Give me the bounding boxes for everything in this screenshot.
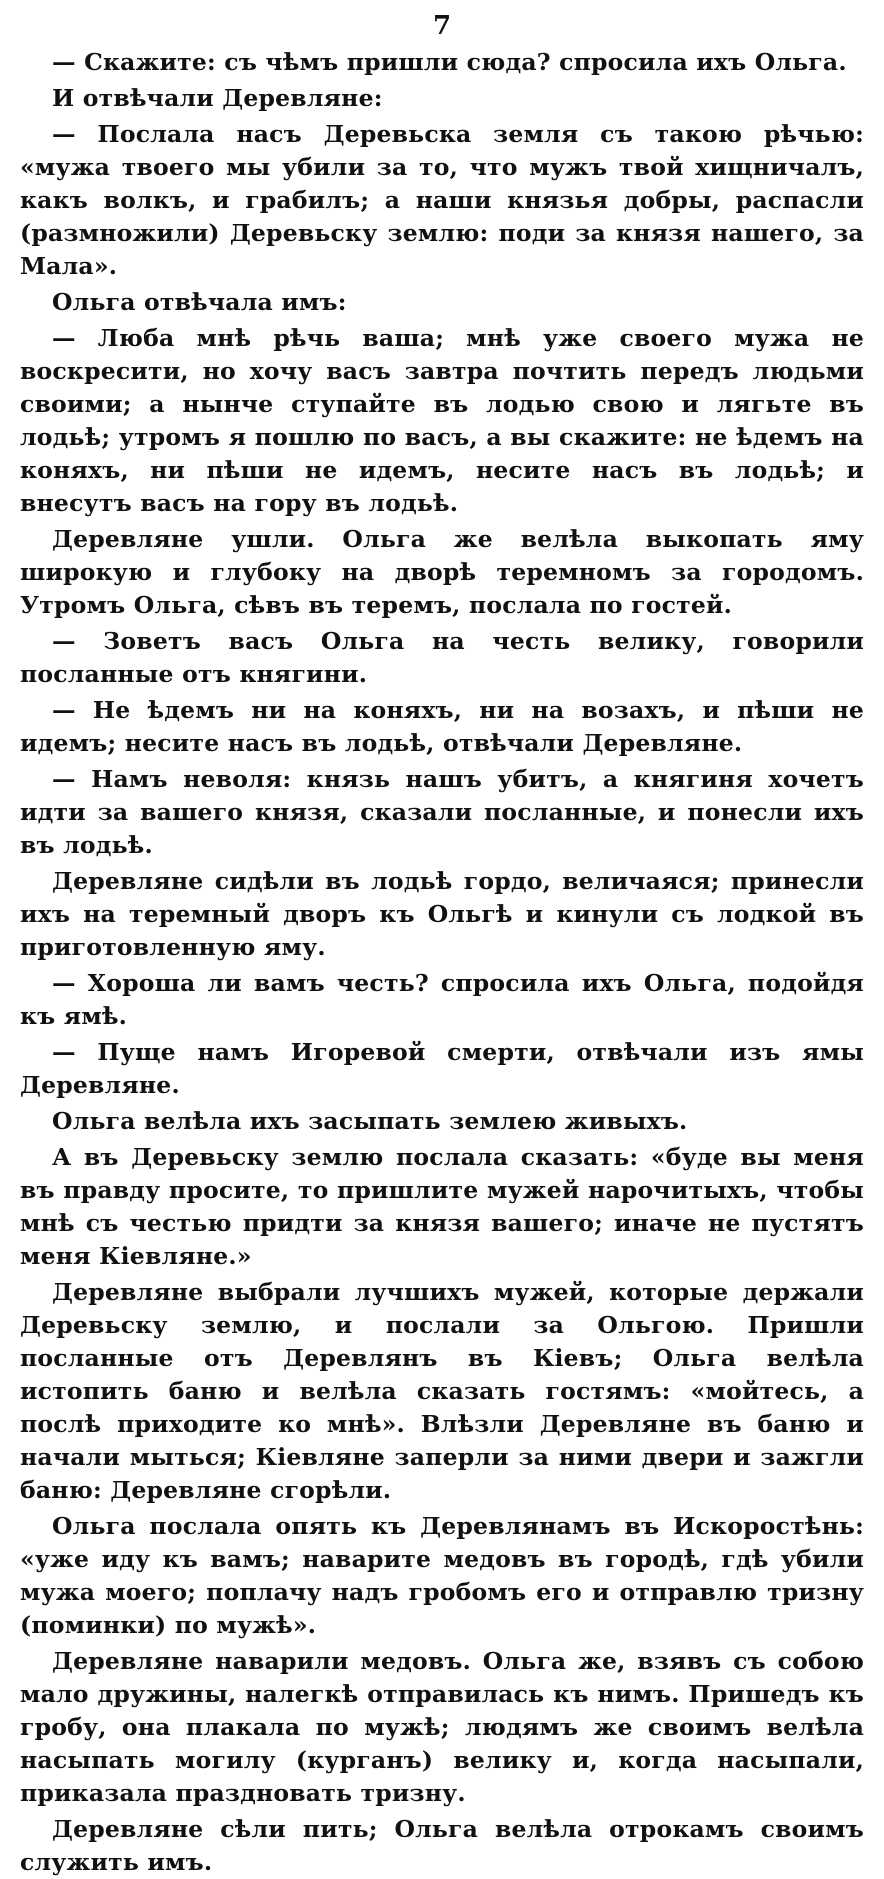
page-text (20, 46, 864, 1879)
paragraph: — Скажите: съ чѣмъ пришли сюда? спросила ихъ Ольга. (52, 48, 847, 76)
paragraph: Ольга отвѣчала имъ: (52, 288, 347, 316)
paragraph: — Зоветъ васъ Ольга на честь велику, говорили посланные отъ княгини. (20, 627, 864, 688)
paragraph: Деревляне сѣли пить; Ольга велѣла отрокамъ своимъ служить имъ. (20, 1815, 864, 1876)
paragraph: — Люба мнѣ рѣчь ваша; мнѣ уже своего мужа не воскресити, но хочу васъ завтра почтить передъ людьми своими; а нынче ступайте въ лодью свою и лягьте въ лодьѣ; утромъ я пошлю по васъ, а вы скажите: не ѣдемъ на коняхъ, ни пѣши не идемъ, несите насъ въ лодьѣ; и внесутъ васъ на гору въ лодьѣ. (20, 324, 864, 517)
paragraph: Ольга велѣла ихъ засыпать землею живыхъ. (52, 1107, 688, 1135)
paragraph: И отвѣчали Деревляне: (52, 84, 383, 112)
paragraph: Деревляне ушли. Ольга же велѣла выкопать яму широкую и глубоку на дворѣ теремномъ за городомъ. Утромъ Ольга, сѣвъ въ теремъ, послала по гостей. (20, 525, 864, 619)
paragraph: — Не ѣдемъ ни на коняхъ, ни на возахъ, и пѣши не идемъ; несите насъ въ лодьѣ, отвѣчали Деревляне. (20, 696, 864, 757)
page-number: 7 (432, 11, 452, 41)
paragraph: — Намъ неволя: князь нашъ убитъ, а княгиня хочетъ идти за вашего князя, сказали посланные, и понесли ихъ въ лодьѣ. (20, 765, 864, 859)
paragraph: — Хороша ли вамъ честь? спросила ихъ Ольга, подойдя къ ямѣ. (20, 969, 864, 1030)
paragraph: Деревляне выбрали лучшихъ мужей, которые держали Деревьску землю, и послали за Ольгою. Пришли посланные отъ Деревлянъ въ Кіевъ; Ольга велѣла истопить баню и велѣла сказать гостямъ: «мойтесь, а послѣ приходите ко мнѣ». Влѣзли Деревляне въ баню и начали мыться; Кіевляне заперли за ними двери и зажгли баню: Деревляне сгорѣли. (20, 1278, 864, 1504)
paragraph: — Послала насъ Деревьска земля съ такою рѣчью: «мужа твоего мы убили за то, что мужъ твой хищничалъ, какъ волкъ, и грабилъ; а наши князья добры, распасли (размножили) Деревьску землю: поди за князя нашего, за Мала». (20, 120, 864, 280)
paragraph: — Пуще намъ Игоревой смерти, отвѣчали изъ ямы Деревляне. (20, 1038, 864, 1099)
paragraph: А въ Деревьску землю послала сказать: «буде вы меня въ правду просите, то пришлите мужей нарочитыхъ, чтобы мнѣ съ честью придти за князя вашего; иначе не пустятъ меня Кіевляне.» (20, 1143, 864, 1270)
paragraph: Деревляне сидѣли въ лодьѣ гордо, величаяся; принесли ихъ на теремный дворъ къ Ольгѣ и кинули съ лодкой въ приготовленную яму. (20, 867, 864, 961)
paragraph: Деревляне наварили медовъ. Ольга же, взявъ съ собою мало дружины, налегкѣ отправилась къ нимъ. Пришедъ къ гробу, она плакала по мужѣ; людямъ же своимъ велѣла насыпать могилу (курганъ) велику и, когда насыпали, приказала праздновать тризну. (20, 1647, 864, 1807)
paragraph: Ольга послала опять къ Деревлянамъ въ Искоростѣнь: «уже иду къ вамъ; наварите медовъ въ городѣ, гдѣ убили мужа моего; поплачу надъ гробомъ его и отправлю тризну (поминки) по мужѣ». (20, 1512, 864, 1639)
